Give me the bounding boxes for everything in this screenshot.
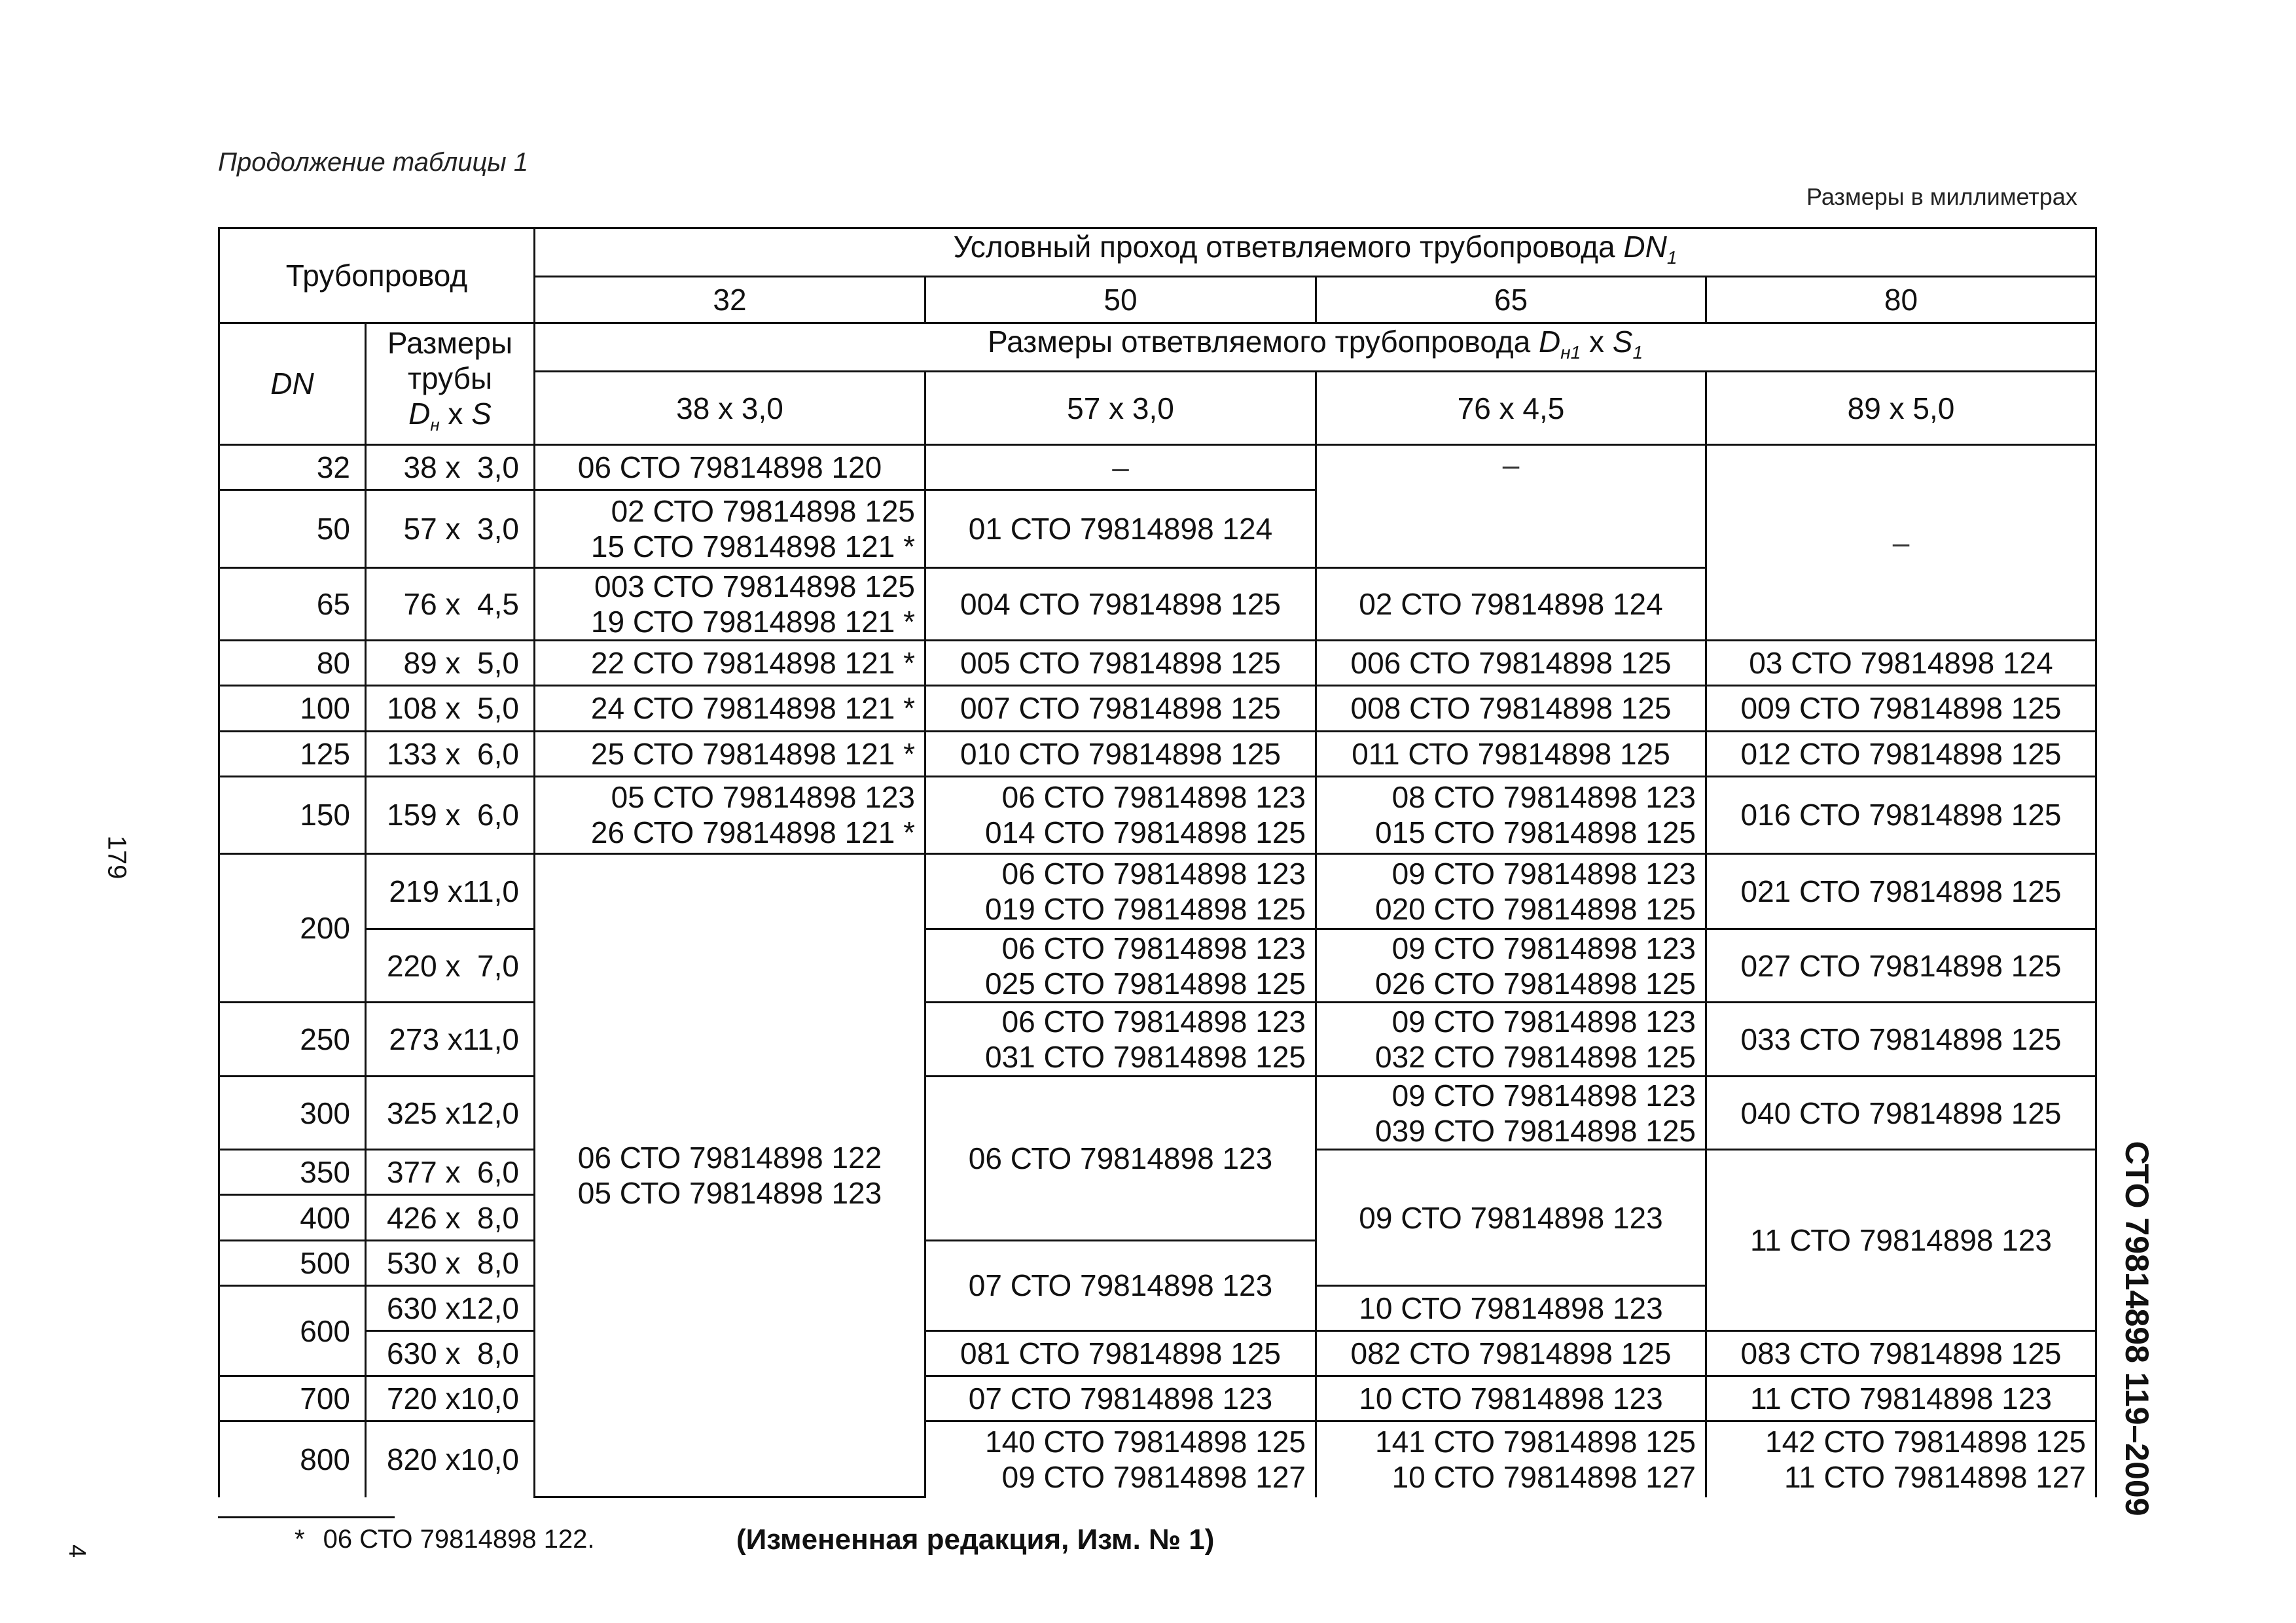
fitting-cell: 10 СТО 79814898 123 xyxy=(1316,1376,1706,1421)
fitting-cell: 06 СТО 79814898 120 xyxy=(535,445,925,490)
fitting-cell: 140 СТО 79814898 125 09 СТО 79814898 127 xyxy=(925,1421,1316,1497)
footnote-divider xyxy=(218,1516,395,1518)
branch-dn-50: 50 xyxy=(925,277,1316,323)
page-number: 179 xyxy=(102,835,132,880)
fitting-cell: 012 СТО 79814898 125 xyxy=(1706,731,2096,776)
fitting-cell: 06 СТО 79814898 123 014 СТО 79814898 125 xyxy=(925,776,1316,853)
dn-cell: 80 xyxy=(219,641,366,686)
branch-dn-subscript: 1 xyxy=(1666,247,1677,268)
pipe-size-cell: 325 x12,0 xyxy=(366,1076,535,1149)
branch-size-d-subscript: н1 xyxy=(1560,342,1581,363)
dn-cell: 50 xyxy=(219,490,366,567)
branch-size-80: 89 x 5,0 xyxy=(1706,371,2096,444)
pipe-size-cell: 273 x11,0 xyxy=(366,1002,535,1076)
table-row xyxy=(219,641,2096,686)
table-row xyxy=(219,776,2096,853)
fitting-cell: 03 СТО 79814898 124 xyxy=(1706,641,2096,686)
fitting-cell: 09 СТО 79814898 123 026 СТО 79814898 125 xyxy=(1316,929,1706,1002)
branch-size-header xyxy=(535,323,2096,371)
fitting-cell: 141 СТО 79814898 125 10 СТО 79814898 127 xyxy=(1316,1421,1706,1497)
table-row xyxy=(219,686,2096,731)
fitting-cell: 10 СТО 79814898 123 xyxy=(1316,1285,1706,1330)
pipe-size-cell: 630 x 8,0 xyxy=(366,1331,535,1376)
fitting-cell: 016 СТО 79814898 125 xyxy=(1706,776,2096,853)
pipe-size-cell: 89 x 5,0 xyxy=(366,641,535,686)
dn-cell: 150 xyxy=(219,776,366,853)
table-row xyxy=(219,929,2096,1002)
fitting-cell: – xyxy=(925,445,1316,490)
pipe-size-line3 xyxy=(373,396,527,442)
fitting-cell: 010 СТО 79814898 125 xyxy=(925,731,1316,776)
dn-cell: 400 xyxy=(219,1195,366,1240)
fitting-cell: 142 СТО 79814898 125 11 СТО 79814898 127 xyxy=(1706,1421,2096,1497)
pipe-size-d-symbol: D xyxy=(408,396,431,431)
dn-cell: 200 xyxy=(219,854,366,1003)
fitting-cell: 003 СТО 79814898 125 19 СТО 79814898 121 * xyxy=(535,567,925,640)
dn-cell: 800 xyxy=(219,1421,366,1497)
table-row xyxy=(219,1076,2096,1149)
pipe-size-cell: 426 x 8,0 xyxy=(366,1195,535,1240)
fitting-cell: 06 СТО 79814898 123 025 СТО 79814898 125 xyxy=(925,929,1316,1002)
pipe-size-cell: 377 x 6,0 xyxy=(366,1150,535,1195)
header-row xyxy=(219,323,2096,371)
dn-header: DN xyxy=(219,323,366,445)
dn-cell: 350 xyxy=(219,1150,366,1195)
branch-size-50: 57 x 3,0 xyxy=(925,371,1316,444)
dn-cell: 65 xyxy=(219,567,366,640)
revision-note: (Измененная редакция, Изм. № 1) xyxy=(736,1524,1215,1556)
pipe-size-line1: Размеры xyxy=(387,325,513,360)
dn-cell: 125 xyxy=(219,731,366,776)
branch-size-x: x xyxy=(1581,324,1613,359)
branch-size-d-symbol: D xyxy=(1539,324,1561,359)
pipe-size-cell: 108 x 5,0 xyxy=(366,686,535,731)
pipe-size-x: x xyxy=(439,396,472,431)
fitting-cell: 06 СТО 79814898 123 019 СТО 79814898 125 xyxy=(925,854,1316,929)
dn-cell: 250 xyxy=(219,1002,366,1076)
fitting-cell-merged: 06 СТО 79814898 122 05 СТО 79814898 123 xyxy=(535,854,925,1497)
pipe-size-cell: 57 x 3,0 xyxy=(366,490,535,567)
branch-size-65: 76 x 4,5 xyxy=(1316,371,1706,444)
pipeline-header: Трубопровод xyxy=(219,228,535,323)
table-row xyxy=(219,1331,2096,1376)
empty-dash-cell: – xyxy=(1706,445,2096,641)
fitting-cell: 008 СТО 79814898 125 xyxy=(1316,686,1706,731)
footnote xyxy=(295,1525,595,1554)
fitting-cell: 02 СТО 79814898 125 15 СТО 79814898 121 * xyxy=(535,490,925,567)
sheet-number: 4 xyxy=(64,1544,91,1558)
fitting-cell: 01 СТО 79814898 124 xyxy=(925,490,1316,567)
dn-cell: 600 xyxy=(219,1285,366,1376)
footnote-marker: * xyxy=(295,1525,305,1554)
fitting-cell: 09 СТО 79814898 123 020 СТО 79814898 125 xyxy=(1316,854,1706,929)
branch-size-s-symbol: S xyxy=(1612,324,1633,359)
fitting-cell: 07 СТО 79814898 123 xyxy=(925,1376,1316,1421)
fitting-cell: 004 СТО 79814898 125 xyxy=(925,567,1316,640)
pipe-size-line2: трубы xyxy=(407,361,493,395)
fitting-cell: 02 СТО 79814898 124 xyxy=(1316,567,1706,640)
dn-cell: 300 xyxy=(219,1076,366,1149)
branch-dn-symbol: DN xyxy=(1623,230,1667,264)
branch-size-title: Размеры ответвляемого трубопровода xyxy=(987,324,1539,359)
units-note: Размеры в миллиметрах xyxy=(1806,183,2077,210)
fitting-cell: 09 СТО 79814898 123 039 СТО 79814898 125 xyxy=(1316,1076,1706,1149)
pipe-size-cell: 720 x10,0 xyxy=(366,1376,535,1421)
pipe-size-cell: 530 x 8,0 xyxy=(366,1240,535,1285)
fitting-cell: 081 СТО 79814898 125 xyxy=(925,1331,1316,1376)
branch-dn-header xyxy=(535,228,2096,277)
fitting-cell-merged: 07 СТО 79814898 123 xyxy=(925,1240,1316,1330)
fitting-cell: 082 СТО 79814898 125 xyxy=(1316,1331,1706,1376)
branch-dn-32: 32 xyxy=(535,277,925,323)
table-continuation-caption: Продолжение таблицы 1 xyxy=(218,148,529,177)
fitting-cell: 08 СТО 79814898 123 015 СТО 79814898 125 xyxy=(1316,776,1706,853)
fitting-cell: 083 СТО 79814898 125 xyxy=(1706,1331,2096,1376)
fitting-cell: 027 СТО 79814898 125 xyxy=(1706,929,2096,1002)
fitting-cell: 05 СТО 79814898 123 26 СТО 79814898 121 * xyxy=(535,776,925,853)
table-row xyxy=(219,854,2096,929)
fitting-cell-merged: 09 СТО 79814898 123 xyxy=(1316,1150,1706,1286)
fitting-cell: 25 СТО 79814898 121 * xyxy=(535,731,925,776)
table-row xyxy=(219,1002,2096,1076)
fitting-cell: 22 СТО 79814898 121 * xyxy=(535,641,925,686)
fitting-cell: 033 СТО 79814898 125 xyxy=(1706,1002,2096,1076)
branch-dn-65: 65 xyxy=(1316,277,1706,323)
fitting-cell: 011 СТО 79814898 125 xyxy=(1316,731,1706,776)
document-code: СТО 79814898 119–2009 xyxy=(2119,1141,2155,1516)
fitting-cell: 06 СТО 79814898 123 031 СТО 79814898 125 xyxy=(925,1002,1316,1076)
fittings-table xyxy=(218,227,2097,1498)
empty-dash-cell: – xyxy=(1316,445,1706,568)
pipe-size-s-symbol: S xyxy=(471,396,492,431)
pipe-size-cell: 219 x11,0 xyxy=(366,854,535,929)
pipe-size-cell: 220 x 7,0 xyxy=(366,929,535,1002)
pipe-size-header xyxy=(366,323,535,445)
table-row xyxy=(219,1376,2096,1421)
footnote-text: 06 СТО 79814898 122. xyxy=(323,1525,595,1554)
pipe-size-cell: 820 x10,0 xyxy=(366,1421,535,1497)
pipe-size-cell: 630 x12,0 xyxy=(366,1285,535,1330)
pipe-size-cell: 76 x 4,5 xyxy=(366,567,535,640)
dn-cell: 100 xyxy=(219,686,366,731)
branch-dn-title: Условный проход ответвляемого трубопровода xyxy=(953,230,1624,264)
fitting-cell: 040 СТО 79814898 125 xyxy=(1706,1076,2096,1149)
header-row xyxy=(219,228,2096,277)
pipe-size-cell: 38 x 3,0 xyxy=(366,445,535,490)
fitting-cell: 005 СТО 79814898 125 xyxy=(925,641,1316,686)
fitting-cell: 09 СТО 79814898 123 032 СТО 79814898 125 xyxy=(1316,1002,1706,1076)
pipe-size-cell: 159 x 6,0 xyxy=(366,776,535,853)
fitting-cell: 006 СТО 79814898 125 xyxy=(1316,641,1706,686)
pipe-size-d-subscript: н xyxy=(430,415,440,435)
branch-size-32: 38 x 3,0 xyxy=(535,371,925,444)
fitting-cell-merged: 06 СТО 79814898 123 xyxy=(925,1076,1316,1240)
dn-cell: 700 xyxy=(219,1376,366,1421)
fitting-cell-merged: 11 СТО 79814898 123 xyxy=(1706,1150,2096,1331)
fitting-cell: 007 СТО 79814898 125 xyxy=(925,686,1316,731)
table-row xyxy=(219,1421,2096,1497)
fitting-cell: 11 СТО 79814898 123 xyxy=(1706,1376,2096,1421)
dn-cell: 500 xyxy=(219,1240,366,1285)
branch-size-s-subscript: 1 xyxy=(1632,342,1643,363)
fitting-cell: 009 СТО 79814898 125 xyxy=(1706,686,2096,731)
fitting-cell: 24 СТО 79814898 121 * xyxy=(535,686,925,731)
branch-dn-80: 80 xyxy=(1706,277,2096,323)
table-row xyxy=(219,445,2096,490)
fitting-cell: 021 СТО 79814898 125 xyxy=(1706,854,2096,929)
dn-cell: 32 xyxy=(219,445,366,490)
pipe-size-cell: 133 x 6,0 xyxy=(366,731,535,776)
table-row xyxy=(219,731,2096,776)
